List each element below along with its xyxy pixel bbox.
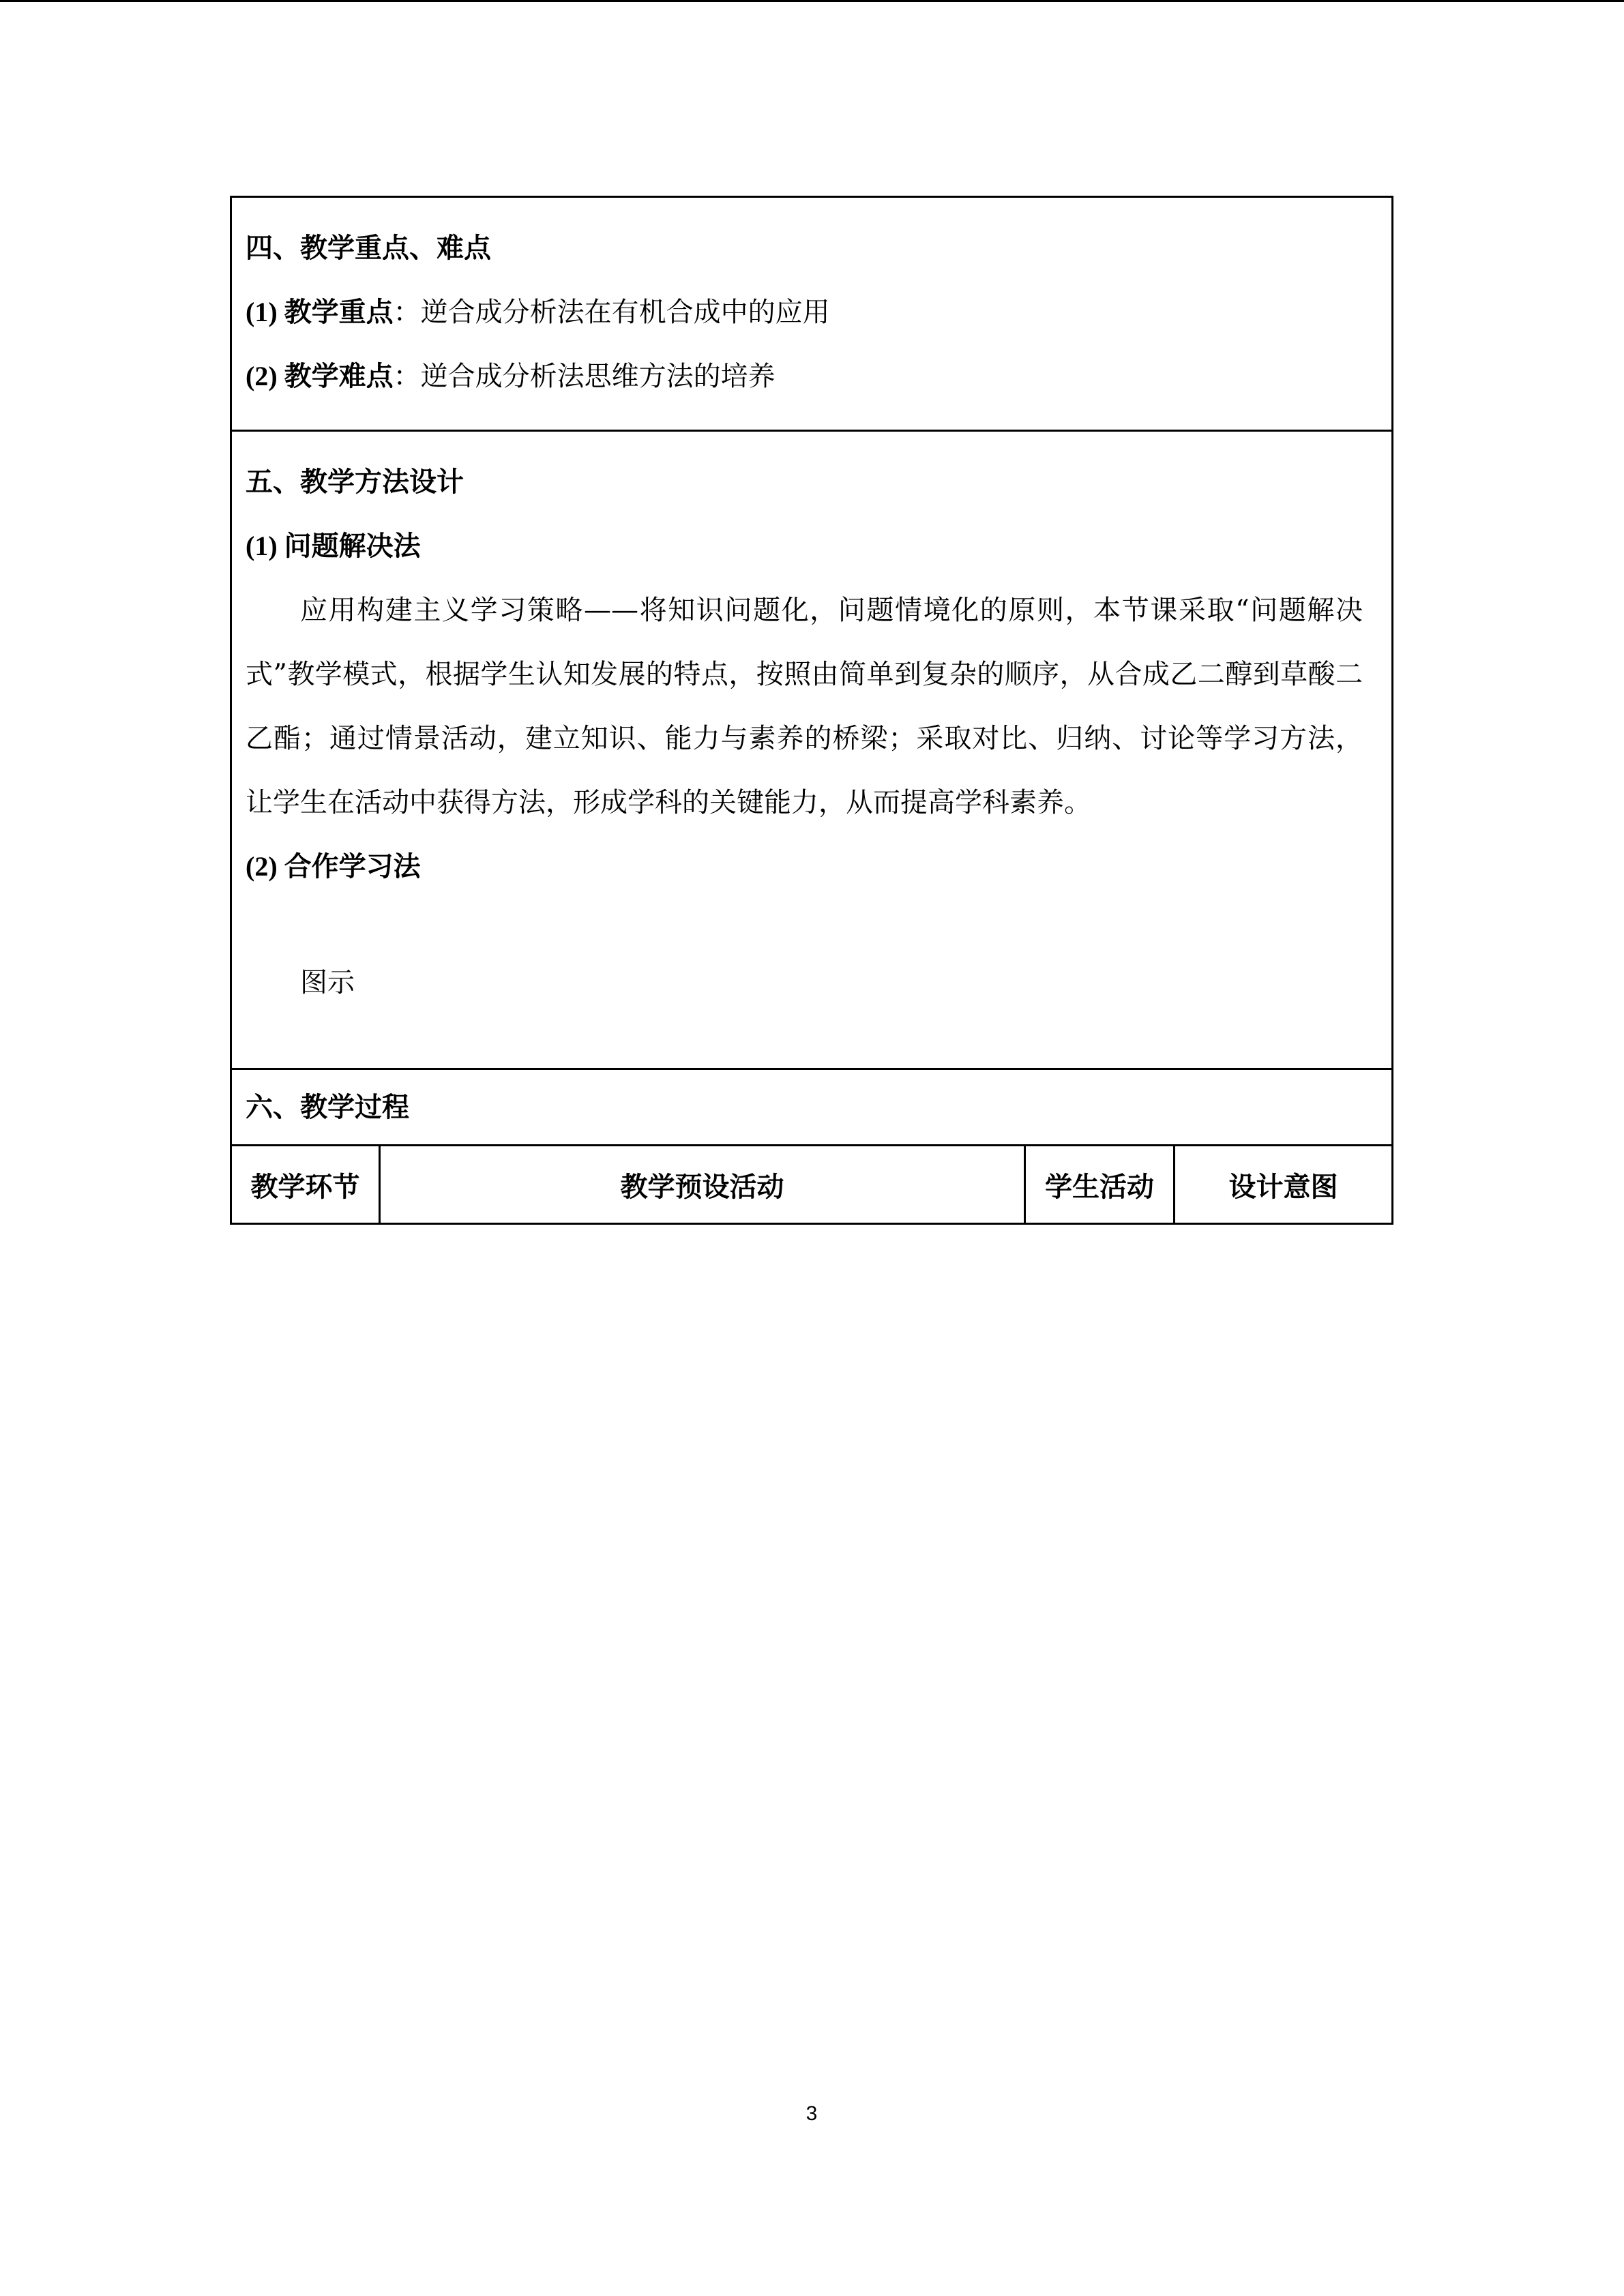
difficult-point-text: 逆合成分析法思维方法的培养 (420, 361, 776, 392)
method1-title: 问题解决法 (284, 530, 421, 562)
key-point-separator: ： (393, 297, 421, 328)
lesson-plan-table (230, 196, 1393, 1225)
difficult-point-number: (2) (246, 361, 278, 391)
difficult-point-label: 教学难点 (284, 360, 394, 392)
method1-number: (1) (246, 531, 278, 561)
key-point-label: 教学重点 (284, 296, 394, 328)
method2-line (246, 850, 1378, 882)
method2-number: (2) (246, 851, 278, 882)
section-key-difficult-points (232, 198, 1391, 432)
column-header-stage: 教学环节 (232, 1146, 381, 1223)
section-teaching-process (232, 1070, 1391, 1146)
method1-paragraph: 应用构建主义学习策略——将知识问题化，问题情境化的原则，本节课采取“问题解决式”教学模式，根据学生认知发展的特点，按照由简单到复杂的顺序，从合成乙二醇到草酸二乙酯；通过情景活动，建立知识、能力与素养的桥梁；采取对比、归纳、讨论等学习方法，让学生在活动中获得方法，形成学科的关键能力，从而提高学科素养。 (246, 595, 1363, 818)
key-point-text: 逆合成分析法在有机合成中的应用 (420, 297, 830, 328)
section4-heading: 四、教学重点、难点 (246, 232, 491, 264)
figure-caption: 图示 (300, 967, 355, 998)
section5-heading: 五、教学方法设计 (246, 466, 464, 498)
key-point-number: (1) (246, 297, 278, 327)
method1-line (246, 530, 1378, 562)
difficult-point-separator: ： (393, 361, 421, 392)
section6-heading: 六、教学过程 (246, 1090, 409, 1123)
process-table-header (232, 1146, 1391, 1223)
section-teaching-methods (232, 432, 1391, 1070)
column-header-teacher-activity: 教学预设活动 (381, 1146, 1026, 1223)
difficult-point-line (246, 360, 1378, 392)
column-header-design-intent: 设计意图 (1228, 1170, 1338, 1203)
page-number: 3 (806, 2102, 818, 2125)
method2-title: 合作学习法 (284, 850, 421, 882)
top-border-line (0, 0, 1624, 2)
key-point-line (246, 296, 1378, 328)
column-header-student-activity: 学生活动 (1026, 1146, 1175, 1223)
